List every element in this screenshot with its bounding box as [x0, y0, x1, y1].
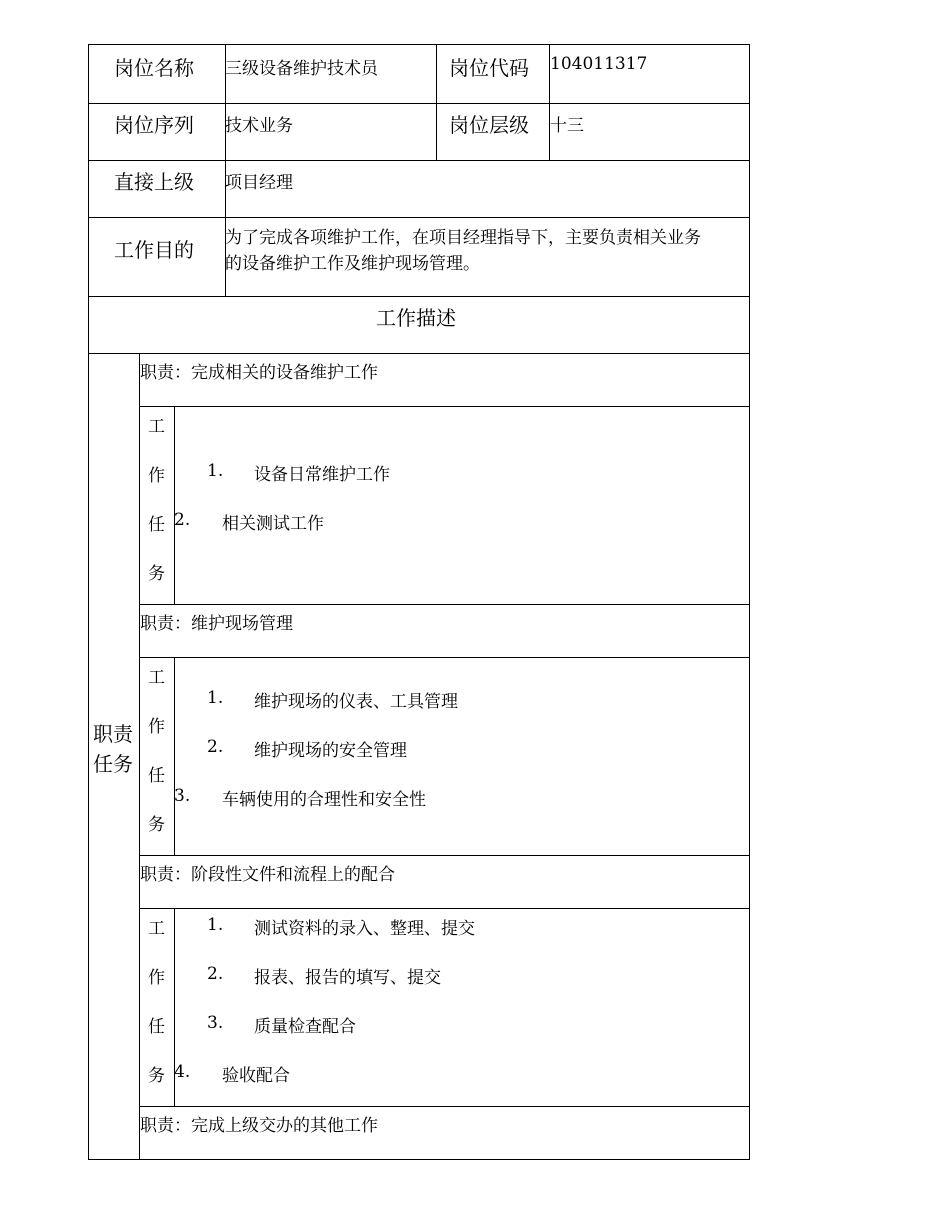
- duty-title: 职责：完成上级交办的其他工作: [140, 1116, 378, 1136]
- task-label-char: 任: [148, 515, 165, 535]
- post-series-label: 岗位序列: [114, 113, 194, 137]
- table-border-left: [88, 44, 89, 1160]
- row-divider: [139, 657, 750, 658]
- purpose-label: 工作目的: [114, 238, 194, 262]
- superior-value: 项目经理: [225, 173, 293, 193]
- task-number: 2.: [174, 510, 191, 530]
- task-number: 3.: [174, 786, 191, 806]
- task-label-char: 任: [148, 1017, 165, 1037]
- post-code-label: 岗位代码: [449, 56, 529, 80]
- row-divider: [139, 406, 750, 407]
- task-number: 3.: [207, 1013, 224, 1033]
- row-divider: [139, 855, 750, 856]
- task-number: 1.: [207, 915, 224, 935]
- row-divider: [88, 217, 750, 218]
- section-label-line2: 任务: [93, 752, 133, 776]
- task-label-char: 作: [148, 717, 165, 737]
- post-level-label: 岗位层级: [449, 113, 529, 137]
- col-divider: [174, 406, 175, 605]
- task-label-char: 作: [148, 466, 165, 486]
- col-divider: [174, 657, 175, 856]
- table-border-bottom: [88, 1159, 750, 1160]
- purpose-text-line1: 为了完成各项维护工作，在项目经理指导下，主要负责相关业务: [225, 228, 701, 248]
- table-border-top: [88, 44, 750, 45]
- task-text: 质量检查配合: [254, 1017, 356, 1037]
- duty-title: 职责：维护现场管理: [140, 614, 293, 634]
- task-text: 维护现场的安全管理: [254, 741, 407, 761]
- task-label-char: 工: [148, 668, 165, 688]
- task-label-char: 工: [148, 417, 165, 437]
- post-level-value: 十三: [550, 116, 584, 136]
- task-number: 1.: [207, 461, 224, 481]
- task-number: 4.: [174, 1062, 191, 1082]
- post-name-value: 三级设备维护技术员: [225, 59, 378, 79]
- post-code-value: 104011317: [550, 54, 648, 74]
- task-text: 相关测试工作: [222, 514, 324, 534]
- task-label-char: 任: [148, 766, 165, 786]
- row-divider: [88, 353, 750, 354]
- table-border-right: [749, 44, 750, 1160]
- task-text: 报表、报告的填写、提交: [254, 968, 441, 988]
- row-divider: [139, 908, 750, 909]
- task-number: 2.: [207, 964, 224, 984]
- task-text: 维护现场的仪表、工具管理: [254, 692, 458, 712]
- task-text: 车辆使用的合理性和安全性: [222, 790, 426, 810]
- task-label-char: 务: [148, 815, 165, 835]
- task-text: 设备日常维护工作: [254, 465, 390, 485]
- row-divider: [88, 160, 750, 161]
- task-number: 1.: [207, 688, 224, 708]
- row-divider: [139, 1106, 750, 1107]
- task-text: 验收配合: [222, 1066, 290, 1086]
- duty-title: 职责：完成相关的设备维护工作: [140, 363, 378, 383]
- task-number: 2.: [207, 737, 224, 757]
- row-divider: [88, 296, 750, 297]
- task-label-char: 工: [148, 919, 165, 939]
- superior-label: 直接上级: [114, 170, 194, 194]
- task-text: 测试资料的录入、整理、提交: [254, 919, 475, 939]
- post-series-value: 技术业务: [225, 116, 293, 136]
- col-divider: [436, 44, 437, 161]
- post-name-label: 岗位名称: [114, 56, 194, 80]
- task-label-char: 务: [148, 1066, 165, 1086]
- row-divider: [88, 103, 750, 104]
- section-label-line1: 职责: [93, 722, 133, 746]
- duty-title: 职责：阶段性文件和流程上的配合: [140, 865, 395, 885]
- task-label-char: 务: [148, 564, 165, 584]
- description-title: 工作描述: [376, 306, 456, 330]
- col-divider: [139, 353, 140, 1160]
- purpose-text-line2: 的设备维护工作及维护现场管理。: [225, 254, 480, 274]
- row-divider: [139, 604, 750, 605]
- task-label-char: 作: [148, 968, 165, 988]
